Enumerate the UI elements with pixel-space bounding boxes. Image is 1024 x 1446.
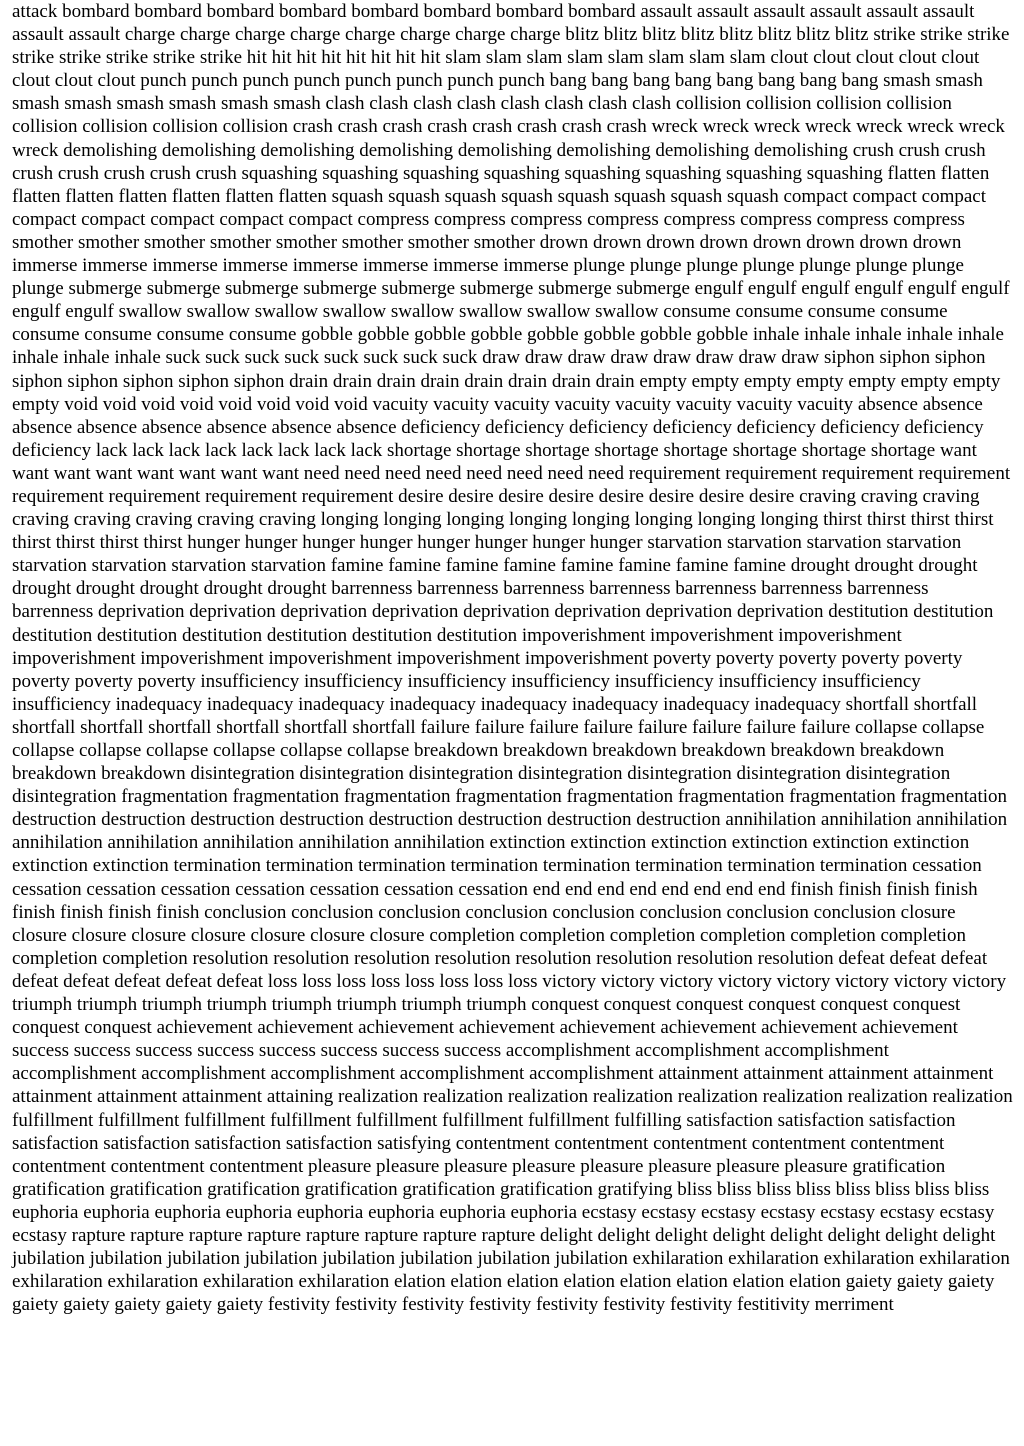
- word-list-paragraph: attack bombard bombard bombard bombard bombard bombard bombard bombard assault assault assault assault assault assault assault assault charge charge charge charge charge charge charge charge blitz blitz blitz blitz blitz blitz blitz blitz strike strike strike strike strike strike strike strike hit hit hit hit hit hit hit hit slam slam slam slam slam slam slam slam clout clout clout clout clout clout clout clout punch punch punch punch punch punch punch punch bang bang bang bang bang bang bang bang smash smash smash smash smash smash smash smash clash clash clash clash clash clash clash clash collision collision collision collision collision collision collision collision crash crash crash crash crash crash crash crash wreck wreck wreck wreck wreck wreck wreck wreck demolishing demolishing demolishing demolishing demolishing demolishing demolishing demolishing crush crush crush crush crush crush crush crush squashing squashing squashing squashing squashing squashing squashing squashing flatten flatten flatten flatten flatten flatten flatten flatten squash squash squash squash squash squash squash squash compact compact compact compact compact compact compact compact compress compress compress compress compress compress compress compress smother smother smother smother smother smother smother smother drown drown drown drown drown drown drown drown immerse immerse immerse immerse immerse immerse immerse immerse plunge plunge plunge plunge plunge plunge plunge plunge submerge submerge submerge submerge submerge submerge submerge submerge engulf engulf engulf engulf engulf engulf engulf engulf swallow swallow swallow swallow swallow swallow swallow swallow consume consume consume consume consume consume consume consume gobble gobble gobble gobble gobble gobble gobble gobble inhale inhale inhale inhale inhale inhale inhale inhale suck suck suck suck suck suck suck suck draw draw draw draw draw draw draw draw siphon siphon siphon siphon siphon siphon siphon siphon drain drain drain drain drain drain drain drain empty empty empty empty empty empty empty empty void void void void void void void void vacuity vacuity vacuity vacuity vacuity vacuity vacuity vacuity absence absence absence absence absence absence absence absence deficiency deficiency deficiency deficiency deficiency deficiency deficiency deficiency lack lack lack lack lack lack lack lack shortage shortage shortage shortage shortage shortage shortage shortage want want want want want want want want need need need need need need need need requirement requirement requirement requirement requirement requirement requirement requirement desire desire desire desire desire desire desire desire craving craving craving craving craving craving craving craving longing longing longing longing longing longing longing longing thirst thirst thirst thirst thirst thirst thirst thirst hunger hunger hunger hunger hunger hunger hunger hunger starvation starvation starvation starvation starvation starvation starvation starvation famine famine famine famine famine famine famine famine drought drought drought drought drought drought drought drought barrenness barrenness barrenness barrenness barrenness barrenness barrenness barrenness deprivation deprivation deprivation deprivation deprivation deprivation deprivation deprivation destitution destitution destitution destitution destitution destitution destitution destitution impoverishment impoverishment impoverishment impoverishment impoverishment impoverishment impoverishment impoverishment poverty poverty poverty poverty poverty poverty poverty poverty insufficiency insufficiency insufficiency insufficiency insufficiency insufficiency insufficiency insufficiency inadequacy inadequacy inadequacy inadequacy inadequacy inadequacy inadequacy inadequacy shortfall shortfall shortfall shortfall shortfall shortfall shortfall shortfall failure failure failure failure failure failure failure failure collapse collapse collapse collapse collapse collapse collapse collapse breakdown breakdown breakdown breakdown breakdown breakdown breakdown breakdown disintegration disintegration disintegration disintegration disintegration disintegration disintegration disintegration fragmentation fragmentation fragmentation fragmentation fragmentation fragmentation fragmentation fragmentation destruction destruction destruction destruction destruction destruction destruction destruction annihilation annihilation annihilation annihilation annihilation annihilation annihilation annihilation extinction extinction extinction extinction extinction extinction extinction extinction termination termination termination termination termination termination termination termination cessation cessation cessation cessation cessation cessation cessation cessation end end end end end end end end finish finish finish finish finish finish finish finish conclusion conclusion conclusion conclusion conclusion conclusion conclusion conclusion closure closure closure closure closure closure closure closure completion completion completion completion completion completion completion completion resolution resolution resolution resolution resolution resolution resolution resolution defeat defeat defeat defeat defeat defeat defeat defeat loss loss loss loss loss loss loss loss victory victory victory victory victory victory victory victory triumph triumph triumph triumph triumph triumph triumph triumph conquest conquest conquest conquest conquest conquest conquest conquest achievement achievement achievement achievement achievement achievement achievement achievement success success success success success success success success accomplishment accomplishment accomplishment accomplishment accomplishment accomplishment accomplishment accomplishment attainment attainment attainment attainment attainment attainment attainment attaining realization realization realization realization realization realization realization realization fulfillment fulfillment fulfillment fulfillment fulfillment fulfillment fulfillment fulfilling satisfaction satisfaction satisfaction satisfaction satisfaction satisfaction satisfaction satisfying contentment contentment contentment contentment contentment contentment contentment contentment pleasure pleasure pleasure pleasure pleasure pleasure pleasure pleasure gratification gratification gratification gratification gratification gratification gratification gratifying bliss bliss bliss bliss bliss bliss bliss bliss euphoria euphoria euphoria euphoria euphoria euphoria euphoria euphoria ecstasy ecstasy ecstasy ecstasy ecstasy ecstasy ecstasy ecstasy rapture rapture rapture rapture rapture rapture rapture rapture delight delight delight delight delight delight delight delight jubilation jubilation jubilation jubilation jubilation jubilation jubilation jubilation exhilaration exhilaration exhilaration exhilaration exhilaration exhilaration exhilaration exhilaration elation elation elation elation elation elation elation elation gaiety gaiety gaiety gaiety gaiety gaiety gaiety gaiety festivity festivity festivity festivity festivity festivity festivity festitivity merriment: [12, 1, 1013, 1316]
